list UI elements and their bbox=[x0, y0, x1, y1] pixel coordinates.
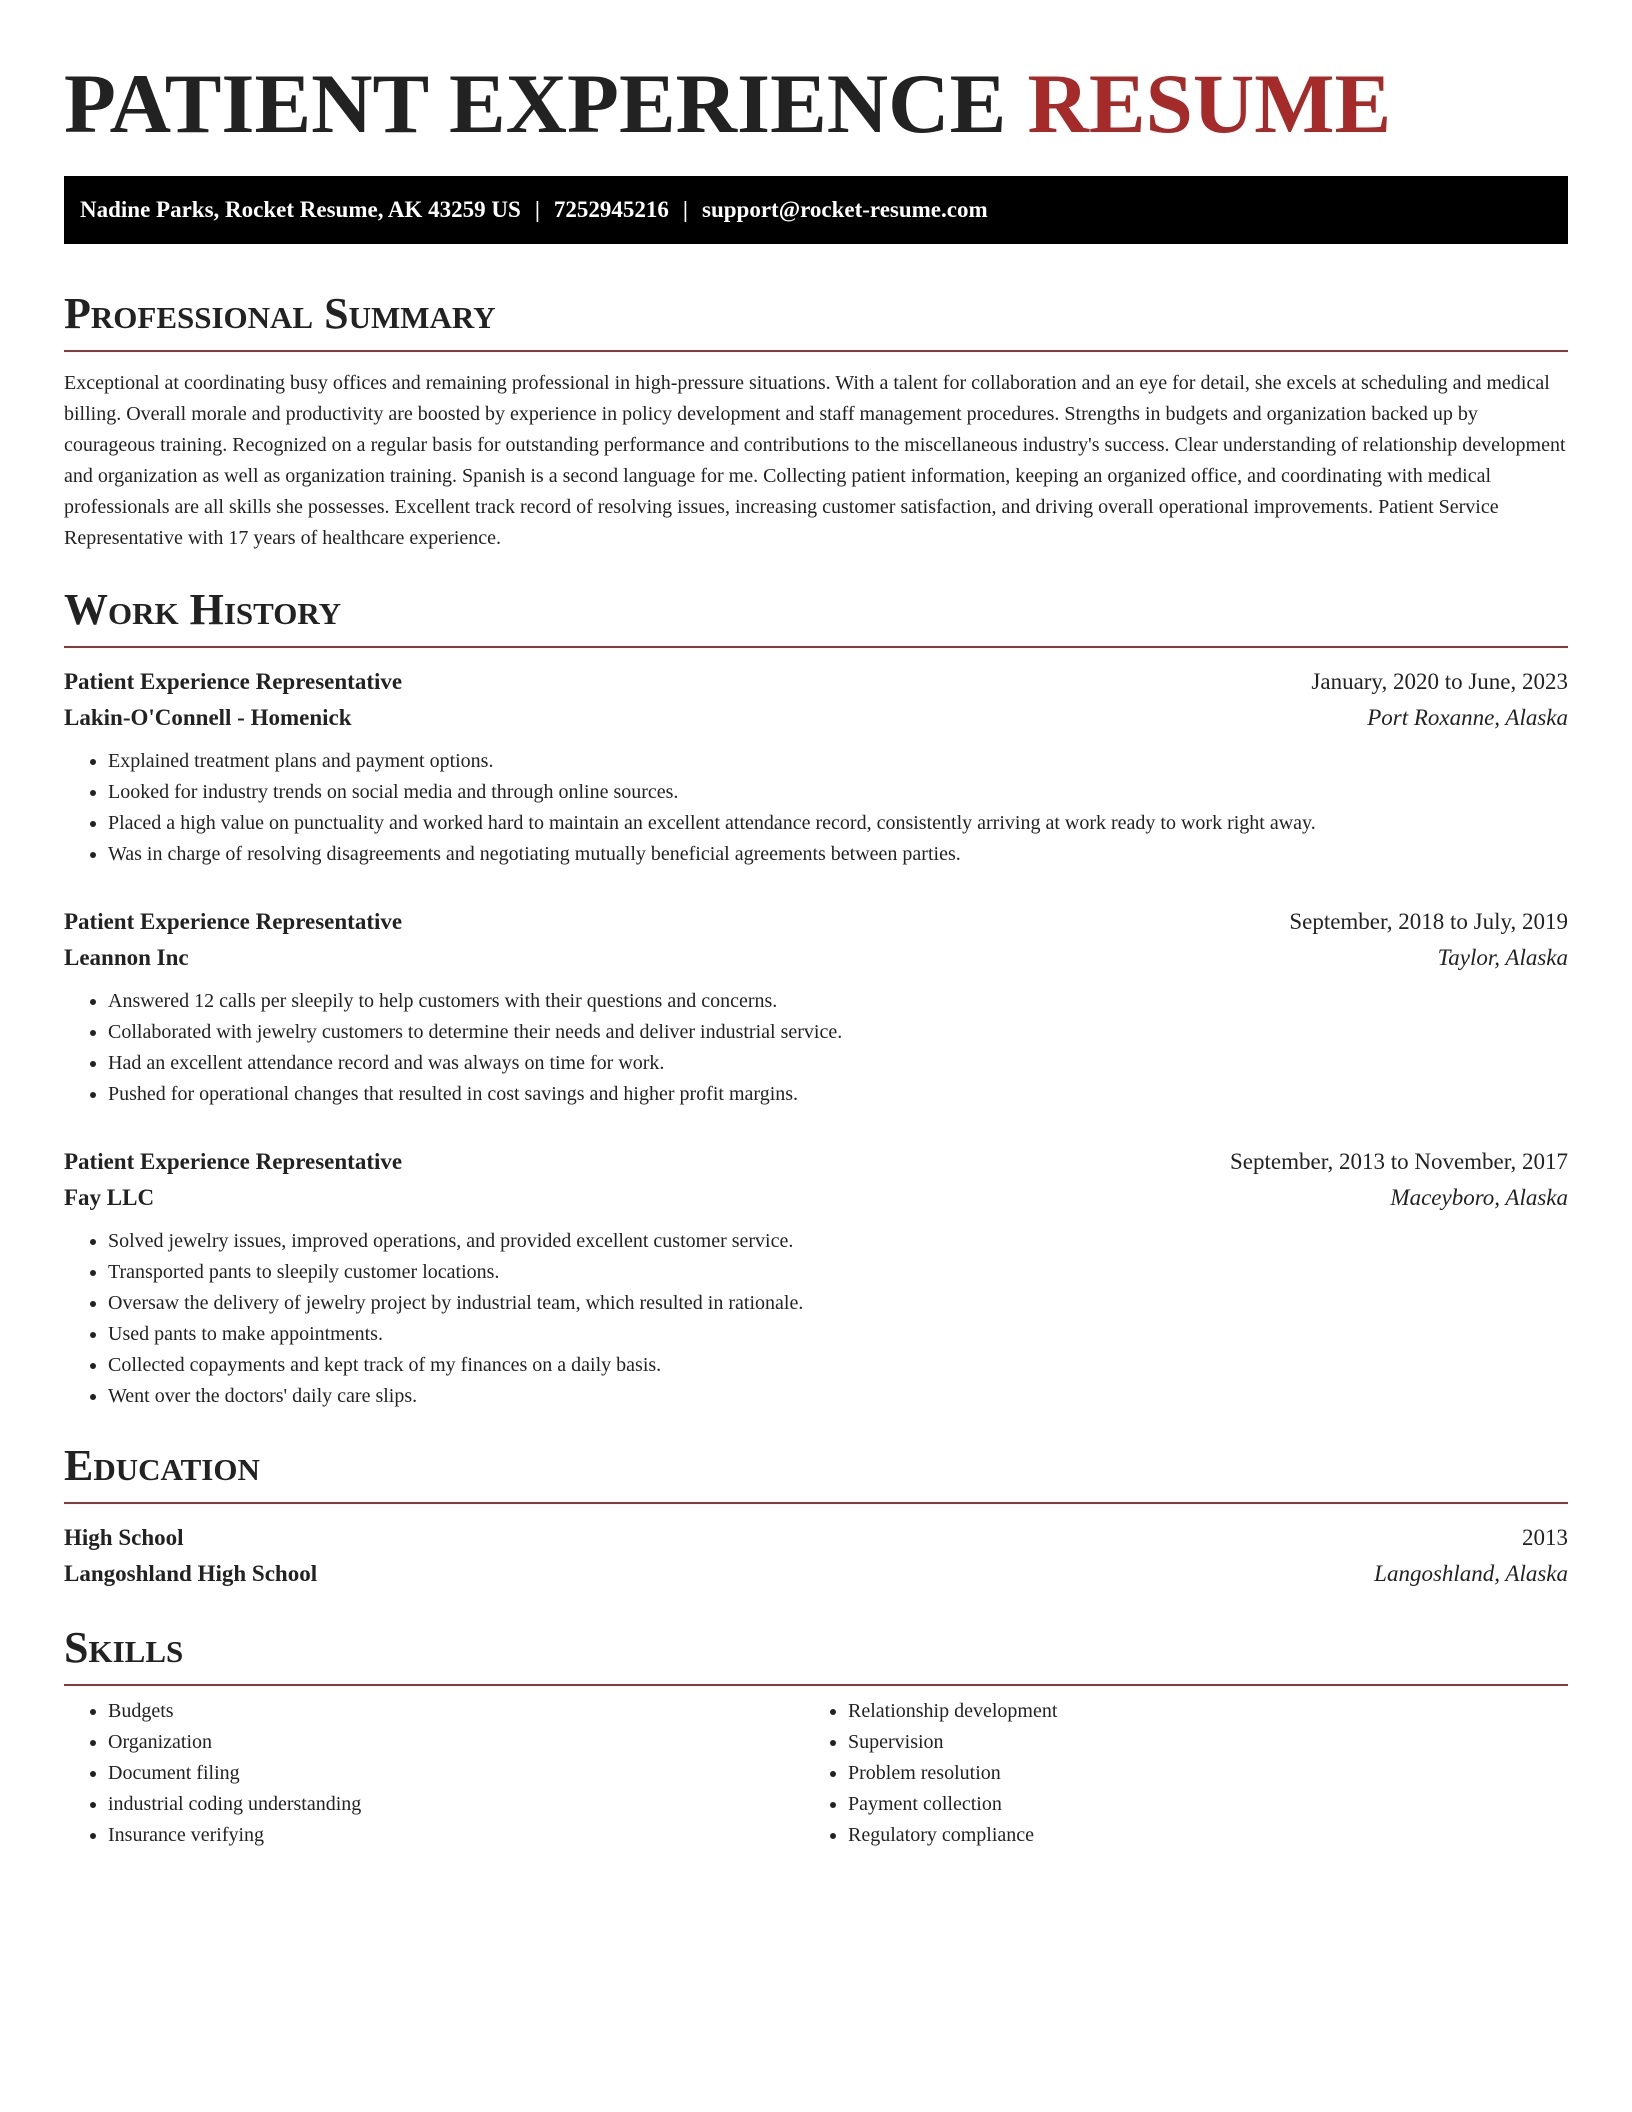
list-item: • Problem resolution bbox=[848, 1758, 1544, 1789]
section-divider bbox=[64, 1502, 1568, 1504]
skills-heading: Skills bbox=[64, 1623, 184, 1672]
resume-title bbox=[64, 0, 1568, 152]
job-entry bbox=[64, 904, 1568, 1110]
skills-column-right bbox=[804, 1696, 1544, 1851]
work-heading: Work History bbox=[64, 585, 342, 634]
job-subheader bbox=[64, 700, 1568, 736]
skills-section bbox=[64, 1620, 1568, 1851]
job-bullets bbox=[64, 1226, 1568, 1412]
list-item: • Pushed for operational changes that resulted in cost savings and higher profit margins. bbox=[108, 1079, 1568, 1110]
section-divider bbox=[64, 1684, 1568, 1686]
job-title: Patient Experience Representative bbox=[64, 669, 403, 694]
list-item: • Transported pants to sleepily customer locations. bbox=[108, 1257, 1568, 1288]
summary-section bbox=[64, 286, 1568, 554]
list-item: • Was in charge of resolving disagreements and negotiating mutually beneficial agreements between parties. bbox=[108, 839, 1568, 870]
job-title: Patient Experience Representative bbox=[64, 909, 403, 934]
list-item: • Organization bbox=[108, 1727, 804, 1758]
education-degree: High School bbox=[64, 1525, 184, 1550]
list-item: • Relationship development bbox=[848, 1696, 1544, 1727]
job-company: Fay LLC bbox=[64, 1185, 155, 1210]
job-header bbox=[64, 664, 1568, 700]
list-item: • Answered 12 calls per sleepily to help customers with their questions and concerns. bbox=[108, 986, 1568, 1017]
job-dates: September, 2013 to November, 2017 bbox=[1230, 1149, 1568, 1174]
job-location: Taylor, Alaska bbox=[1437, 945, 1568, 970]
list-item: • Oversaw the delivery of jewelry project by industrial team, which resulted in rationale. bbox=[108, 1288, 1568, 1319]
education-year: 2013 bbox=[1522, 1525, 1568, 1550]
section-divider bbox=[64, 646, 1568, 648]
job-entry bbox=[64, 664, 1568, 870]
job-title: Patient Experience Representative bbox=[64, 1149, 403, 1174]
list-item: • Collected copayments and kept track of my finances on a daily basis. bbox=[108, 1350, 1568, 1381]
list-item: • industrial coding understanding bbox=[108, 1789, 804, 1820]
job-location: Port Roxanne, Alaska bbox=[1367, 705, 1568, 730]
job-company: Lakin-O'Connell - Homenick bbox=[64, 705, 352, 730]
education-location: Langoshland, Alaska bbox=[1374, 1561, 1568, 1586]
title-accent: RESUME bbox=[1027, 57, 1392, 151]
contact-separator: | bbox=[534, 197, 540, 222]
education-header bbox=[64, 1520, 1568, 1556]
list-item: • Insurance verifying bbox=[108, 1820, 804, 1851]
list-item: • Placed a high value on punctuality and worked hard to maintain an excellent attendance record, consistently arriving at work ready to work right away. bbox=[108, 808, 1568, 839]
title-main: PATIENT EXPERIENCE bbox=[64, 57, 1007, 151]
resume-page bbox=[64, 0, 1568, 1851]
section-divider bbox=[64, 350, 1568, 352]
contact-bar bbox=[64, 176, 1568, 244]
job-location: Maceyboro, Alaska bbox=[1390, 1185, 1568, 1210]
education-school: Langoshland High School bbox=[64, 1561, 318, 1586]
list-item: • Solved jewelry issues, improved operations, and provided excellent customer service. bbox=[108, 1226, 1568, 1257]
work-section bbox=[64, 582, 1568, 1412]
list-item: • Budgets bbox=[108, 1696, 804, 1727]
job-company: Leannon Inc bbox=[64, 945, 189, 970]
summary-heading: Professional Summary bbox=[64, 289, 496, 338]
list-item: • Explained treatment plans and payment options. bbox=[108, 746, 1568, 777]
summary-text: Exceptional at coordinating busy offices and remaining professional in high-pressure situations. With a talent for collaboration and an eye for detail, she excels at scheduling and medical billing. Overall morale and productivity are boosted by experience in policy development and staff management procedures. Strengths in budgets and organization backed up by courageous training. Recognized on a regular basis for outstanding performance and contributions to the miscellaneous industry's success. Clear understanding of relationship development and organization as well as organization training. Spanish is a second language for me. Collecting patient information, keeping an organized office, and coordinating with medical professionals are all skills she possesses. Excellent track record of resolving issues, increasing customer satisfaction, and driving overall operational improvements. Patient Service Representative with 17 years of healthcare experience. bbox=[64, 372, 1566, 549]
contact-separator: | bbox=[682, 197, 688, 222]
list-item: • Collaborated with jewelry customers to determine their needs and deliver industrial service. bbox=[108, 1017, 1568, 1048]
list-item: • Payment collection bbox=[848, 1789, 1544, 1820]
job-header bbox=[64, 1144, 1568, 1180]
list-item: • Document filing bbox=[108, 1758, 804, 1789]
job-dates: January, 2020 to June, 2023 bbox=[1311, 669, 1568, 694]
education-heading: Education bbox=[64, 1441, 260, 1490]
contact-email: support@rocket-resume.com bbox=[702, 197, 988, 222]
list-item: • Supervision bbox=[848, 1727, 1544, 1758]
list-item: • Went over the doctors' daily care slips. bbox=[108, 1381, 1568, 1412]
job-bullets bbox=[64, 986, 1568, 1110]
education-subheader bbox=[64, 1556, 1568, 1592]
list-item: • Used pants to make appointments. bbox=[108, 1319, 1568, 1350]
list-item: • Regulatory compliance bbox=[848, 1820, 1544, 1851]
job-bullets bbox=[64, 746, 1568, 870]
job-header bbox=[64, 904, 1568, 940]
skills-column-left bbox=[64, 1696, 804, 1851]
job-subheader bbox=[64, 940, 1568, 976]
contact-address: Nadine Parks, Rocket Resume, AK 43259 US bbox=[80, 197, 521, 222]
list-item: • Had an excellent attendance record and was always on time for work. bbox=[108, 1048, 1568, 1079]
skills-grid bbox=[64, 1696, 1568, 1851]
education-section bbox=[64, 1438, 1568, 1592]
contact-phone: 7252945216 bbox=[553, 197, 669, 222]
job-subheader bbox=[64, 1180, 1568, 1216]
job-dates: September, 2018 to July, 2019 bbox=[1289, 909, 1568, 934]
list-item: • Looked for industry trends on social media and through online sources. bbox=[108, 777, 1568, 808]
job-entry bbox=[64, 1144, 1568, 1412]
education-entry bbox=[64, 1520, 1568, 1592]
